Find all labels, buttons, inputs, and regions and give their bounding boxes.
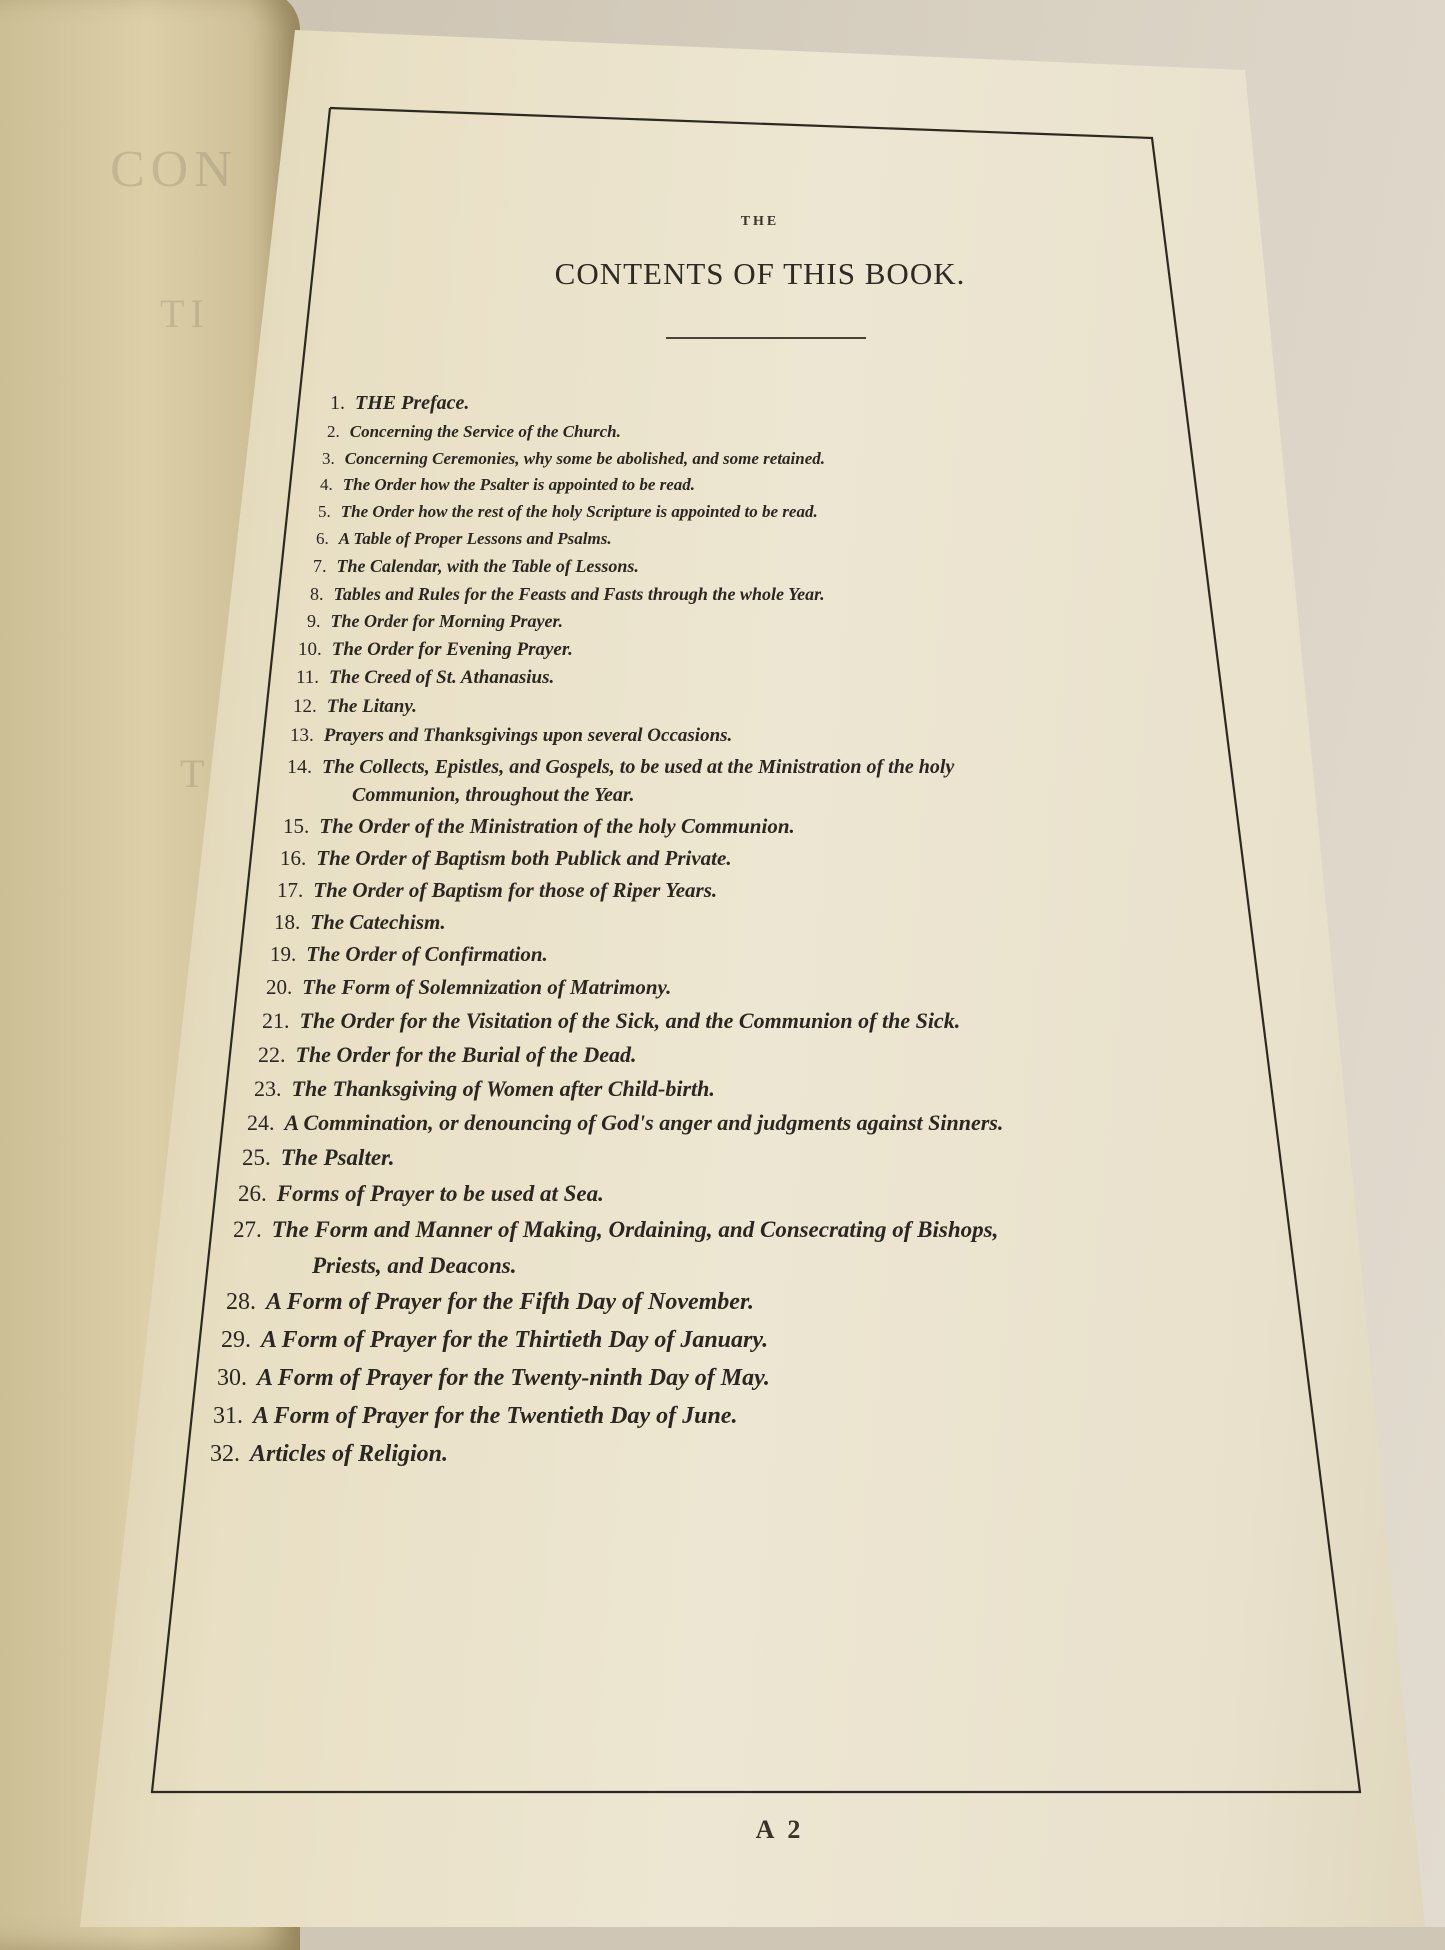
toc-number: 23. (254, 1076, 282, 1101)
toc-title: The Calendar, with the Table of Lessons. (336, 556, 639, 576)
toc-title: The Order how the rest of the holy Scripture is appointed to be read. (340, 502, 818, 521)
toc-title: A Form of Prayer for the Fifth Day of November. (266, 1289, 754, 1315)
toc-title: Tables and Rules for the Feasts and Fasts through the whole Year. (333, 584, 825, 604)
toc-number: 32. (210, 1441, 240, 1467)
toc-title: The Form and Manner of Making, Ordaining, and Consecrating of Bishops, (271, 1217, 999, 1242)
show-through-text: T (180, 751, 211, 796)
toc-title: THE Preface. (355, 392, 470, 414)
header-article: THE (740, 214, 780, 229)
toc-title: A Form of Prayer for the Twentieth Day of June. (253, 1403, 738, 1429)
toc-item (266, 975, 671, 1000)
toc-number: 28. (226, 1289, 256, 1315)
toc-number: 8. (310, 584, 324, 604)
title-rule (666, 337, 866, 339)
toc-number: 2. (327, 422, 340, 441)
toc-title: The Psalter. (280, 1145, 395, 1170)
toc-item (327, 422, 621, 442)
toc-title: Articles of Religion. (250, 1441, 448, 1467)
toc-item-continuation: Communion, throughout the Year. (352, 784, 635, 806)
toc-item (310, 584, 825, 605)
toc-title: The Litany. (326, 696, 417, 717)
toc-title: The Order for the Burial of the Dead. (295, 1042, 637, 1067)
toc-number: 17. (277, 878, 304, 902)
toc-item (307, 611, 563, 632)
toc-number: 3. (322, 449, 335, 468)
toc-item (238, 1181, 604, 1207)
toc-number: 1. (330, 392, 345, 414)
toc-title: Prayers and Thanksgivings upon several Occasions. (323, 725, 733, 746)
toc-title: The Order of Baptism for those of Riper Years. (313, 878, 718, 902)
toc-number: 7. (313, 556, 327, 576)
toc-number: 10. (298, 639, 322, 660)
toc-item (316, 529, 612, 549)
toc-number: 24. (247, 1110, 275, 1135)
toc-number: 22. (258, 1042, 286, 1067)
toc-item-continuation: Priests, and Deacons. (312, 1253, 517, 1278)
toc-title: The Catechism. (310, 910, 446, 934)
toc-number: 27. (233, 1217, 262, 1242)
toc-title: Concerning the Service of the Church. (349, 422, 621, 441)
toc-number: 15. (283, 814, 310, 838)
toc-number: 14. (287, 756, 312, 778)
toc-title: The Order how the Psalter is appointed to be read. (342, 475, 696, 494)
toc-title: Forms of Prayer to be used at Sea. (276, 1181, 604, 1206)
toc-title: The Order for the Visitation of the Sick, and the Communion of the Sick. (299, 1008, 961, 1033)
toc-title: The Order for Evening Prayer. (331, 639, 573, 660)
show-through-text: CON (110, 141, 238, 198)
toc-number: 31. (213, 1403, 243, 1429)
toc-item (258, 1042, 637, 1068)
toc-number: 26. (238, 1181, 267, 1206)
toc-title: The Order of Confirmation. (306, 942, 548, 966)
toc-title: A Commination, or denouncing of God's anger and judgments against Sinners. (284, 1110, 1004, 1135)
toc-title: The Order of the Ministration of the holy Communion. (319, 814, 795, 838)
toc-number: 11. (296, 667, 320, 688)
toc-item (318, 502, 818, 522)
toc-number: 13. (290, 725, 314, 746)
toc-item (290, 725, 732, 747)
toc-item (247, 1110, 1003, 1136)
toc-number: 30. (217, 1365, 247, 1391)
toc-title: The Order of Baptism both Publick and Private. (316, 846, 732, 870)
toc-number: 21. (262, 1008, 290, 1033)
toc-number: 20. (266, 975, 293, 999)
show-through-text: TI (160, 291, 210, 336)
toc-number: 18. (274, 910, 301, 934)
toc-number: 29. (221, 1327, 251, 1353)
toc-number: 5. (318, 502, 331, 521)
toc-item (233, 1217, 998, 1243)
toc-title: A Form of Prayer for the Thirtieth Day of January. (261, 1327, 769, 1353)
toc-title: The Collects, Epistles, and Gospels, to be used at the Ministration of the holy (322, 756, 955, 778)
toc-item (280, 846, 732, 871)
toc-item (210, 1441, 448, 1468)
toc-item (322, 449, 825, 469)
signature-mark: A 2 (755, 1815, 805, 1844)
toc-item (254, 1076, 715, 1102)
toc-title: The Order for Morning Prayer. (330, 611, 564, 631)
toc-title: A Form of Prayer for the Twenty-ninth Day of May. (257, 1365, 770, 1391)
toc-item (330, 392, 469, 415)
toc-number: 12. (293, 696, 317, 717)
toc-item (262, 1008, 960, 1034)
toc-title: The Creed of St. Athanasius. (329, 667, 555, 688)
toc-item (213, 1403, 737, 1430)
toc-item (296, 667, 554, 689)
toc-item (274, 910, 446, 935)
toc-item (226, 1289, 754, 1316)
toc-number: 4. (320, 475, 333, 494)
toc-item (298, 639, 573, 661)
toc-title: The Thanksgiving of Women after Child-birth. (291, 1076, 715, 1101)
toc-number: 19. (270, 942, 297, 966)
toc-item (320, 475, 695, 495)
page-title: CONTENTS OF THIS BOOK. (554, 256, 966, 291)
toc-item (221, 1327, 768, 1354)
toc-number: 16. (280, 846, 307, 870)
toc-number: 25. (242, 1145, 271, 1170)
toc-item (313, 556, 639, 577)
toc-item (242, 1145, 394, 1171)
toc-item (287, 756, 954, 779)
toc-item (293, 696, 417, 718)
toc-item (217, 1365, 770, 1392)
toc-item (270, 942, 548, 967)
toc-number: 9. (307, 611, 321, 631)
toc-item (283, 814, 795, 839)
toc-item (277, 878, 717, 903)
toc-title: A Table of Proper Lessons and Psalms. (338, 529, 612, 548)
toc-number: 6. (316, 529, 329, 548)
toc-title: Concerning Ceremonies, why some be abolished, and some retained. (344, 449, 826, 468)
toc-title: The Form of Solemnization of Matrimony. (302, 975, 672, 999)
